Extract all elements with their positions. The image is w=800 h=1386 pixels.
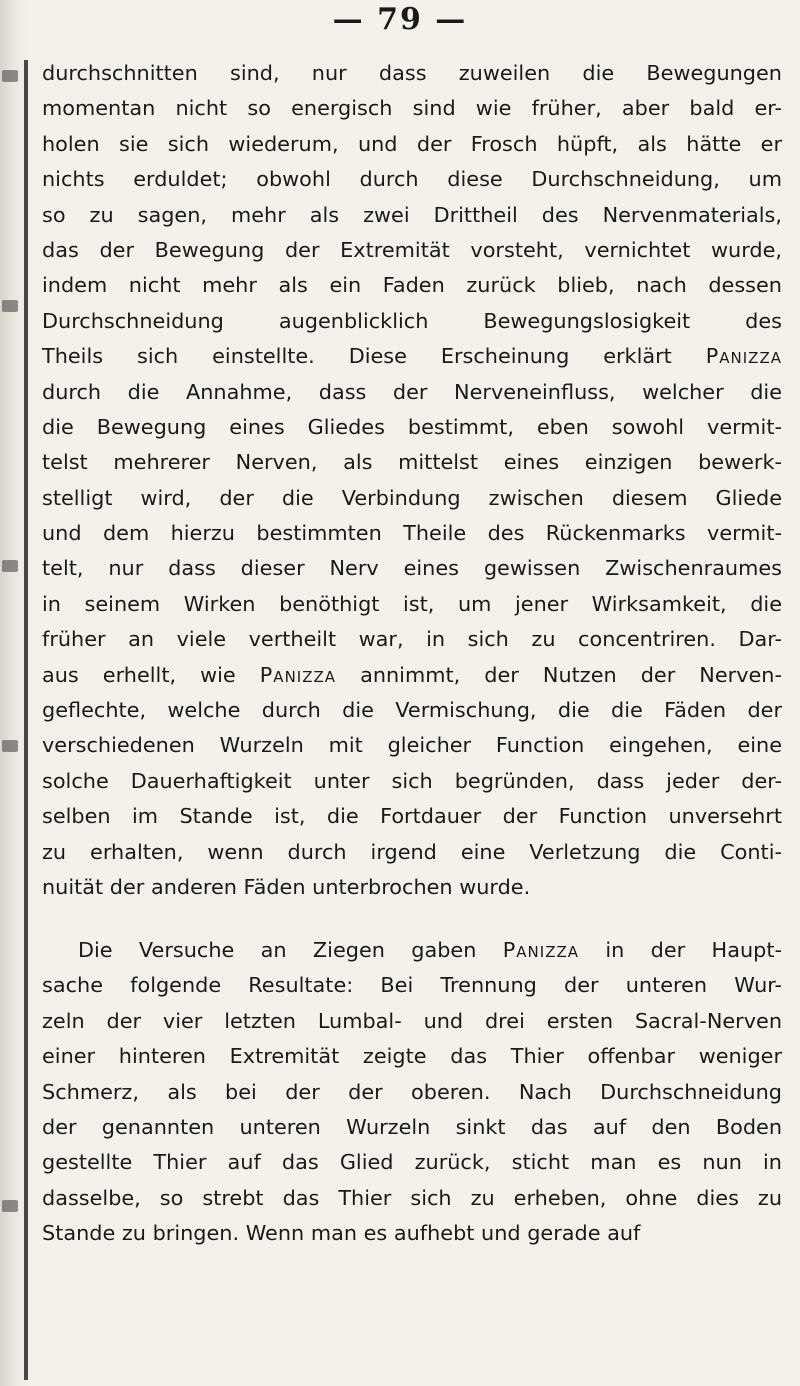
edge-fragment: [2, 560, 18, 572]
text-line: stelligt wird, der die Verbindung zwischen diesem Gliede: [42, 485, 782, 510]
text-line: zu erhalten, wenn durch irgend eine Verletzung die Conti-: [42, 839, 782, 864]
text-line: nuität der anderen Fäden unterbrochen wurde.: [42, 874, 531, 899]
text-line: indem nicht mehr als ein Faden zurück blieb, nach dessen: [42, 273, 782, 298]
paragraph-2: [42, 933, 782, 1252]
text-line: dasselbe, so strebt das Thier sich zu erheben, ohne dies zu: [42, 1185, 782, 1210]
text-line: telst mehrerer Nerven, als mittelst eines einzigen bewerk-: [42, 450, 782, 475]
text-line: der genannten unteren Wurzeln sinkt das auf den Boden: [42, 1114, 782, 1139]
page-gutter-shadow: [0, 0, 38, 1386]
text-line: das der Bewegung der Extremität vorsteht, vernichtet wurde,: [42, 237, 782, 262]
text-line: durchschnitten sind, nur dass zuweilen die Bewegungen: [42, 61, 782, 85]
text-line: gestellte Thier auf das Glied zurück, sticht man es nun in: [42, 1150, 782, 1175]
text-line: verschiedenen Wurzeln mit gleicher Function eingehen, eine: [42, 733, 782, 758]
text-line: Die Versuche an Ziegen gaben Panizza in der Haupt-: [78, 938, 782, 962]
text-line: durch die Annahme, dass der Nerveneinfluss, welcher die: [42, 379, 782, 404]
paragraph-1: [42, 56, 782, 905]
edge-fragment: [2, 740, 18, 752]
edge-fragment: [2, 300, 18, 312]
page-number: — 79 —: [332, 2, 468, 37]
edge-fragment: [2, 1200, 18, 1212]
text-line: und dem hierzu bestimmten Theile des Rückenmarks vermit-: [42, 521, 782, 546]
text-line: zeln der vier letzten Lumbal- und drei ersten Sacral-Nerven: [42, 1008, 782, 1033]
text-line: die Bewegung eines Gliedes bestimmt, eben sowohl vermit-: [42, 414, 782, 439]
text-line: Durchschneidung augenblicklich Bewegungslosigkeit des: [42, 308, 782, 333]
text-line: einer hinteren Extremität zeigte das Thier offenbar weniger: [42, 1044, 782, 1069]
text-line: sache folgende Resultate: Bei Trennung der unteren Wur-: [42, 973, 782, 998]
binding-edge: [24, 60, 28, 1380]
text-line: selben im Stande ist, die Fortdauer der Function unversehrt: [42, 804, 782, 829]
text-line: momentan nicht so energisch sind wie früher, aber bald er-: [42, 96, 782, 121]
text-line: so zu sagen, mehr als zwei Drittheil des Nervenmaterials,: [42, 202, 782, 227]
text-line: telt, nur dass dieser Nerv eines gewissen Zwischenraumes: [42, 556, 782, 581]
edge-fragment: [2, 70, 18, 82]
text-line: aus erhellt, wie Panizza annimmt, der Nutzen der Nerven-: [42, 662, 782, 687]
text-line: holen sie sich wiederum, und der Frosch hüpft, als hätte er: [42, 131, 782, 156]
text-line: Schmerz, als bei der der oberen. Nach Durchschneidung: [42, 1079, 782, 1104]
text-line: nichts erduldet; obwohl durch diese Durchschneidung, um: [42, 167, 782, 192]
text-line: in seinem Wirken benöthigt ist, um jener Wirksamkeit, die: [42, 591, 782, 616]
text-line: früher an viele vertheilt war, in sich zu concentriren. Dar-: [42, 627, 782, 652]
text-line: Theils sich einstellte. Diese Erscheinung erklärt Panizza: [42, 344, 782, 369]
text-line: Stande zu bringen. Wenn man es aufhebt und gerade auf: [42, 1221, 641, 1246]
text-line: solche Dauerhaftigkeit unter sich begründen, dass jeder der-: [42, 768, 782, 793]
text-line: geflechte, welche durch die Vermischung, die die Fäden der: [42, 698, 782, 723]
